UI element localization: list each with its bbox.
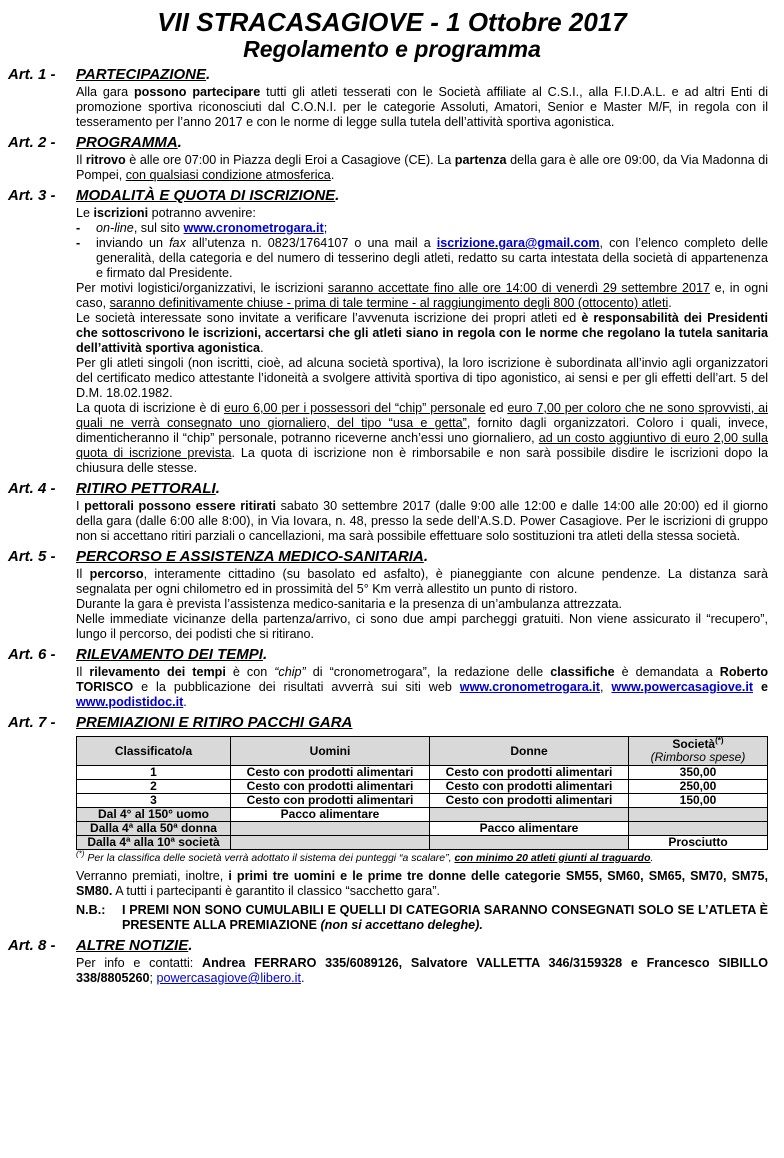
article-number: Art. 5 - (8, 548, 56, 565)
text: La quota di iscrizione è di (76, 401, 224, 415)
table-cell: Pacco alimentare (231, 808, 430, 822)
table-row (77, 780, 768, 794)
text-bold: possono partecipare (133, 85, 261, 99)
article-2 (8, 133, 768, 183)
text-underlined: euro 6,00 per i possessori del “chip” personale (223, 401, 486, 415)
article-1-body (76, 85, 768, 130)
contact-email-link[interactable]: powercasagiove@libero.it (156, 971, 301, 985)
table-cell: Cesto con prodotti alimentari (430, 780, 629, 794)
cronometrogara-link[interactable]: www.cronometrogara.it (183, 221, 324, 235)
article-3-heading: Art. 3 - MODALITÀ E QUOTA DI ISCRIZIONE. (8, 187, 340, 204)
table-cell: 3 (77, 794, 231, 808)
article-number: Art. 3 - (8, 187, 56, 204)
text: e la pubblicazione dei risultati avverrà sui siti web (133, 680, 460, 694)
text: , interamente cittadino (su basolato ed asfalto), è pianeggiante con alcune pendenze. La distanza sarà segnalata per ogni chilometro ed in prossimità del 5° Km verrà allestito un punto di ristoro. (76, 567, 769, 596)
article-title: MODALITÀ E QUOTA DI ISCRIZIONE (76, 187, 336, 204)
article-3 (8, 186, 768, 476)
article-5-body (76, 567, 768, 642)
article-number: Art. 4 - (8, 480, 56, 497)
text-underlined: ad un costo aggiuntivo di euro 2,00 sulla quota di iscrizione prevista (76, 431, 768, 460)
footnote-marker: (*) (715, 736, 724, 745)
prizes-table (76, 736, 768, 850)
table-cell: 1 (77, 766, 231, 780)
text: ed (485, 401, 508, 415)
text-bold: I PREMI NON SONO CUMULABILI E QUELLI DI CATEGORIA SARANNO CONSEGNATI SOLO SE L’ATLETA È PRESENTE ALLA PREMIAZIONE (122, 903, 768, 932)
table-cell: Dalla 4ª alla 10ª società (77, 836, 231, 850)
text-bold: i primi tre uomini e le prime tre donne delle categorie SM55, SM60, SM65, SM70, SM75, SM80. (76, 869, 768, 898)
text: Per motivi logistici/organizzativi, le iscrizioni (76, 281, 328, 295)
article-title: PARTECIPAZIONE (76, 66, 207, 83)
table-row (77, 808, 768, 822)
table-cell (629, 808, 768, 822)
table-cell: Cesto con prodotti alimentari (231, 780, 430, 794)
text: ; (323, 221, 328, 235)
article-6 (8, 645, 768, 710)
table-header: Uomini (231, 737, 430, 766)
article-1-heading: Art. 1 - PARTECIPAZIONE. (8, 66, 211, 83)
text: , fornito dagli organizzatori. Coloro i quali, invece, dimenticheranno il “chip” personale, potranno riceverne anch’essi uno giornaliero, (76, 416, 768, 445)
article-2-body: Il ritrovo è alle ore 07:00 in Piazza degli Eroi a Casagiove (CE). La partenza della gara è alle ore 09:00, da Via Madonna di Pompei, con qualsiasi condizione atmosferica. (76, 153, 768, 182)
text: . (183, 695, 187, 709)
table-cell: 2 (77, 780, 231, 794)
text: . (260, 341, 264, 355)
text-bold: rilevamento dei tempi (89, 665, 226, 679)
text-underlined: con minimo 20 atleti giunti al traguardo (454, 852, 651, 864)
cronometrogara-link[interactable]: www.cronometrogara.it (459, 680, 600, 694)
article-title: RITIRO PETTORALI (76, 480, 216, 497)
text: e, in ogni caso, (76, 281, 768, 310)
header-label: Società (672, 737, 716, 751)
table-cell: Cesto con prodotti alimentari (231, 794, 430, 808)
nb-label: N.B.: (76, 903, 106, 917)
article-7-body (76, 869, 768, 899)
article-title: ALTRE NOTIZIE (76, 937, 189, 954)
article-7-heading (8, 713, 768, 733)
text: tutti gli atleti tesserati con le Società affiliate al C.S.I., alla F.I.D.A.L. e ad altri Enti di promozione sportiva riconosciuti dal C.O.N.I. per le categorie Assoluti, Amatori, Senior e Master M/F, in regola con il tesseramento per l’anno 2017 e con le norme di legge sulla tutela dell’attività sportiva agonistica. (76, 85, 768, 129)
text-italic: on-line (96, 221, 134, 235)
text: . (650, 852, 654, 864)
table-header: Donne (430, 737, 629, 766)
text: inviando un (96, 236, 170, 250)
bullet-dash: - (76, 236, 81, 250)
table-row (77, 836, 768, 850)
article-number: Art. 8 - (8, 937, 56, 954)
text-bold: pettorali possono essere ritirati (84, 499, 276, 513)
iscrizione-email-link[interactable]: iscrizione.gara@gmail.com (436, 236, 600, 250)
table-cell: Dalla 4ª alla 50ª donna (77, 822, 231, 836)
article-4 (8, 479, 768, 544)
list-item (76, 221, 768, 236)
text-underlined: con qualsiasi condizione atmosferica (125, 168, 331, 182)
text-bold: partenza (454, 153, 507, 167)
table-header-row (77, 737, 768, 766)
article-7 (8, 713, 768, 933)
table-cell: Dal 4° al 150° uomo (77, 808, 231, 822)
podistidoc-link[interactable]: www.podistidoc.it (76, 695, 184, 709)
article-number: Art. 1 - (8, 66, 56, 83)
table-row (77, 794, 768, 808)
table-cell (629, 822, 768, 836)
text-bold: classifiche (550, 665, 615, 679)
text: di “cronometrogara”, la redazione delle (305, 665, 551, 679)
text: Il (76, 153, 86, 167)
text: sabato 30 settembre 2017 (dalle 9:00 alle 12:00 e dalle 14:00 alle 20:00) ed il giorno della gara (dalle 6:00 alle 8:00), in Via Iovara, n. 48, presso la sede dell’A.S.D. Power Casagiove. Per le iscrizioni di gruppo non si accettano ritiri parziali o cancellazioni, ma sarà possibile effettuare solo sostituzioni tra atleti della stessa società. (76, 499, 768, 543)
table-cell: Cesto con prodotti alimentari (430, 766, 629, 780)
text-underlined: euro 7,00 per coloro che ne sono sprovvisti, ai quali ne verrà consegnato uno giornaliero, del tipo “usa e getta” (76, 401, 768, 430)
text-bold: e (753, 680, 768, 694)
text: , (599, 680, 612, 694)
article-title: PERCORSO E ASSISTENZA MEDICO-SANITARIA (76, 548, 424, 565)
article-3-body (76, 206, 768, 476)
table-row (77, 766, 768, 780)
table-cell (430, 836, 629, 850)
article-4-heading: Art. 4 - RITIRO PETTORALI. (8, 480, 220, 497)
paragraph: Per gli atleti singoli (non iscritti, cioè, ad alcuna società sportiva), la loro iscrizione è subordinata all’invio agli organizzatori del certificato medico attestante l’idoneità a svolgere attività sportiva di tipo agonistico, ai sensi e per gli effetti dell’art. 5 del D.M. 18.02.1982. (76, 356, 768, 400)
text: , con l’elenco completo delle generalità, della categoria e del numero di tesserino degli atleti, redatto su carta intestata della società di appartenenza e firmato dal Presidente. (96, 236, 769, 280)
table-cell: 350,00 (629, 766, 768, 780)
text: è con (225, 665, 275, 679)
text-italic: “chip” (274, 665, 306, 679)
nota-bene (76, 903, 768, 933)
powercasagiove-link[interactable]: www.powercasagiove.it (611, 680, 754, 694)
text: della gara è alle ore 09:00, da Via Madonna di Pompei, (76, 153, 768, 182)
table-cell: Cesto con prodotti alimentari (231, 766, 430, 780)
text: Per la classifica delle società verrà adottato il sistema dei punteggi “a scalare”, (84, 852, 455, 864)
text: . (668, 296, 672, 310)
article-5-heading: Art. 5 - PERCORSO E ASSISTENZA MEDICO-SANITARIA. (8, 548, 428, 565)
article-number: Art. 2 - (8, 134, 56, 151)
text-bold: è responsabilità dei Presidenti che sottoscrivono le iscrizioni, accertarsi che gli atleti siano in regola con le norme che regolano la tutela sanitaria dell’attività sportiva agonistica (76, 311, 768, 355)
article-4-body (76, 499, 768, 544)
text: , sul sito (133, 221, 184, 235)
bullet-dash: - (76, 221, 81, 235)
table-cell: Prosciutto (629, 836, 768, 850)
paragraph: Nelle immediate vicinanze della partenza/arrivo, ci sono due ampi parcheggi gratuiti. Non viene assicurato il “recupero”, lungo il percorso, dei podisti che si ritirano. (76, 612, 768, 641)
article-title: RILEVAMENTO DEI TEMPI (76, 646, 263, 663)
text: Verranno premiati, inoltre, (76, 869, 229, 883)
text: . La quota di iscrizione non è rimborsabile e non sarà possibile disdire le iscrizioni dopo la chiusura delle stesse. (76, 446, 768, 475)
table-cell (430, 808, 629, 822)
table-cell: Cesto con prodotti alimentari (430, 794, 629, 808)
article-8 (8, 936, 768, 986)
table-row (77, 822, 768, 836)
table-cell: Pacco alimentare (430, 822, 629, 836)
text: . (300, 971, 305, 985)
table-cell (231, 836, 430, 850)
header-sublabel: (Rimborso spese) (650, 750, 746, 764)
text: è demandata a (614, 665, 720, 679)
document-title: VII STRACASAGIOVE - 1 Ottobre 2017 (157, 7, 627, 37)
text-bold: iscrizioni (93, 206, 149, 220)
text: Per info e contatti: (76, 956, 202, 970)
article-title: PREMIAZIONI E RITIRO PACCHI GARA (76, 714, 353, 731)
article-number: Art. 7 - (8, 714, 56, 731)
text: è alle ore 07:00 in Piazza degli Eroi a Casagiove (CE). La (125, 153, 455, 167)
text: A tutti i partecipanti è garantito il classico “sacchetto gara”. (112, 884, 441, 898)
paragraph: Durante la gara è prevista l’assistenza medico-sanitaria e la presenza di un’ambulanza attrezzata. (76, 597, 623, 611)
article-6-body (76, 665, 768, 710)
text-italic: fax (169, 236, 186, 250)
table-cell: 150,00 (629, 794, 768, 808)
text: Il (76, 567, 90, 581)
text: I (76, 499, 85, 513)
text: Le società interessate sono invitate a verificare l’avvenuta iscrizione dei propri atleti ed (76, 311, 582, 325)
article-title: PROGRAMMA (76, 134, 178, 151)
list-item (76, 236, 768, 281)
document-subtitle: Regolamento e programma (243, 36, 541, 62)
text: ; (149, 971, 157, 985)
article-2-heading: Art. 2 - PROGRAMMA. (8, 134, 182, 151)
text-underlined: saranno definitivamente chiuse - prima di tale termine - al raggiungimento degli 800 (ottocento) atleti (109, 296, 669, 310)
text: Alla gara (76, 85, 134, 99)
table-cell (231, 822, 430, 836)
text-underlined: saranno accettate fino alle ore 14:00 di venerdì 29 settembre 2017 (327, 281, 711, 295)
text-bold: percorso (89, 567, 144, 581)
text: all’utenza n. 0823/1764107 o una mail a (185, 236, 437, 250)
text-bold: Roberto TORISCO (76, 665, 769, 694)
article-number: Art. 6 - (8, 646, 56, 663)
text-italic: (non si accettano deleghe). (320, 918, 483, 932)
article-8-heading: Art. 8 - ALTRE NOTIZIE. (8, 937, 193, 954)
article-8-body (76, 956, 768, 986)
article-5 (8, 547, 768, 642)
table-header: Classificato/a (77, 737, 231, 766)
table-cell: 250,00 (629, 780, 768, 794)
table-footnote (76, 850, 768, 866)
table-header (629, 737, 768, 766)
text: potranno avvenire: (148, 206, 256, 220)
text: Le (76, 206, 94, 220)
article-1 (8, 65, 768, 130)
article-6-heading: Art. 6 - RILEVAMENTO DEI TEMPI. (8, 646, 268, 663)
text: Il (76, 665, 90, 679)
text-bold: ritrovo (85, 153, 126, 167)
text-bold: Andrea FERRARO 335/6089126, Salvatore VALLETTA 346/3159328 e Francesco SIBILLO 338/8805260 (76, 956, 768, 985)
footnote-marker: (*) (76, 849, 85, 859)
